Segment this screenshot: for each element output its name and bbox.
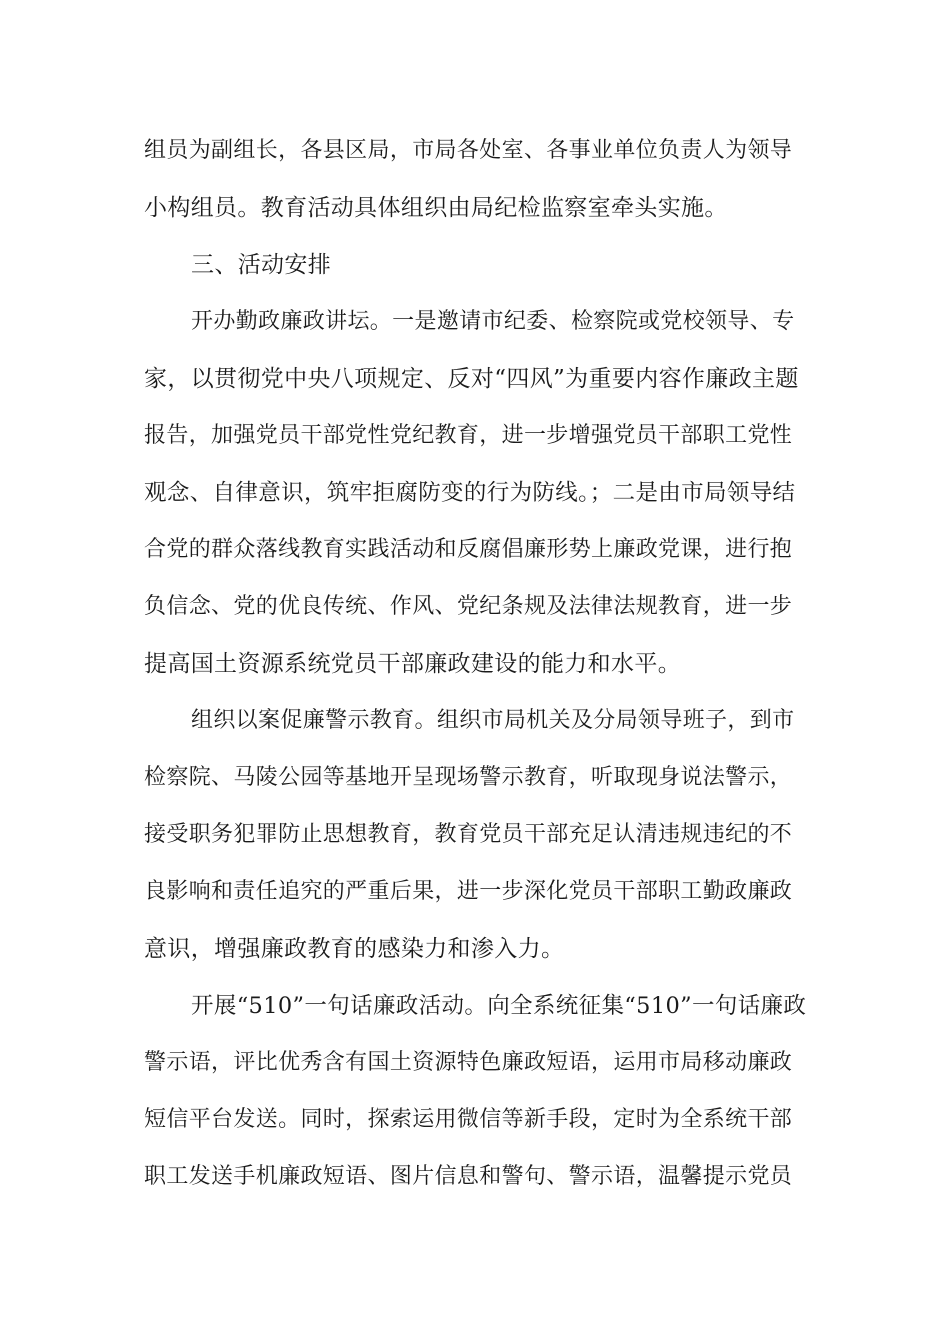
body-line: 家，以贯彻党中央八项规定、反对“四风”为重要内容作廉政主题 [144, 366, 799, 392]
paragraph-start-line: 开办勤政廉政讲坛。一是邀请市纪委、检察院或党校领导、专 [191, 309, 795, 334]
body-line: 意识，增强廉政教育的感染力和渗入力。 [144, 936, 565, 962]
paragraph-start-line: 开展“510”一句话廉政活动。向全系统征集“510”一句话廉政 [191, 993, 807, 1019]
body-line: 报告，加强党员干部党性党纪教育，进一步增强党员干部职工党性 [144, 423, 793, 448]
body-line: 职工发送手机廉政短语、图片信息和警句、警示语，温馨提示党员 [144, 1164, 793, 1189]
body-line: 负信念、党的优良传统、作风、党纪条规及法律法规教育，进一步 [144, 594, 793, 619]
body-line: 警示语，评比优秀含有国土资源特色廉政短语，运用市局移动廉政 [144, 1050, 793, 1075]
body-line: 小构组员。教育活动具体组织由局纪检监察室牵头实施。 [144, 195, 728, 221]
body-line: 良影响和责任追究的严重后果，进一步深化党员干部职工勤政廉政 [144, 879, 793, 904]
paragraph-start-line: 组织以案促廉警示教育。组织市局机关及分局领导班子，到市 [191, 708, 795, 733]
body-line: 组员为副组长，各县区局，市局各处室、各事业单位负责人为领导 [144, 138, 793, 163]
body-line: 接受职务犯罪防止思想教育，教育党员干部充足认清违规违纪的不 [144, 822, 793, 847]
body-line: 观念、自律意识，筑牢拒腐防变的行为防线。；二是由市局领导结 [144, 480, 796, 506]
body-line: 短信平台发送。同时，探索运用微信等新手段，定时为全系统干部 [144, 1107, 793, 1132]
body-line: 合党的群众落线教育实践活动和反腐倡廉形势上廉政党课，进行抱 [144, 537, 793, 562]
section-heading: 三、活动安排 [191, 252, 332, 278]
body-line: 检察院、马陵公园等基地开呈现场警示教育，听取现身说法警示， [144, 765, 793, 790]
body-line: 提高国土资源系统党员干部廉政建设的能力和水平。 [144, 651, 682, 677]
